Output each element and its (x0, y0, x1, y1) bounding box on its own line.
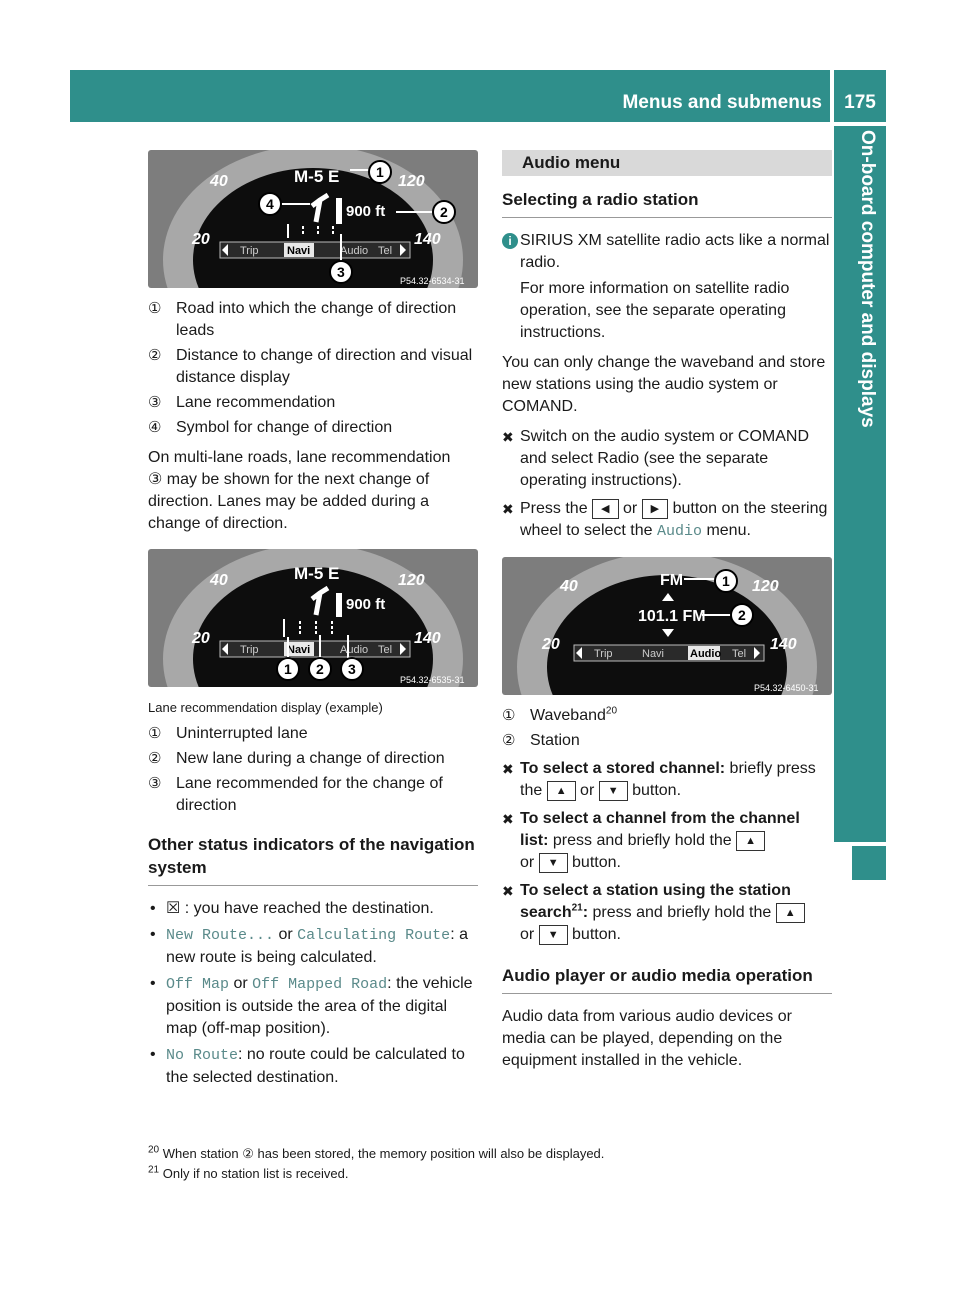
list-item: • ☒ : you have reached the destination. (148, 898, 478, 920)
item-number: ③ (148, 394, 162, 411)
speed-label: 120 (398, 173, 425, 190)
figure-navi-display (148, 150, 478, 288)
right-column (502, 150, 832, 1080)
audio-player-heading: Audio player or audio media operation (502, 964, 832, 994)
speed-label: 20 (192, 231, 210, 248)
list-item: • New Route... or Calculating Route: a new route is being calculated. (148, 924, 478, 969)
destination-flag-icon: ☒ (166, 900, 181, 917)
list-audio-legend (502, 705, 832, 752)
figure-audio-display (502, 557, 832, 695)
list-item: ② Station (502, 732, 580, 749)
lane-display-illustration (148, 549, 478, 687)
step-item: ✖ To select a channel from the channel list: press and briefly hold the ▲ or ▼ button. (502, 810, 800, 871)
svg-text:140: 140 (770, 636, 797, 653)
side-tab-label: On-board computer and displays (857, 130, 878, 428)
section-title: Menus and submenus (622, 92, 822, 113)
item-number: ① (148, 300, 162, 317)
step-item: ✖ To select a station using the station search$^{21}$: press and briefly hold the ▲ or ▼ button. (502, 880, 832, 946)
step-arrow-icon: ✖ (502, 501, 514, 517)
svg-text:40: 40 (560, 578, 578, 595)
svg-text:Trip: Trip (594, 648, 613, 660)
list-item (148, 417, 478, 439)
svg-text:20: 20 (542, 636, 560, 653)
svg-text:40: 40 (210, 572, 228, 589)
item-text: Distance to change of direction and visual distance display (176, 347, 473, 386)
svg-text:Navi: Navi (642, 648, 665, 660)
page-number: 175 (834, 70, 886, 122)
waveband-label: FM (660, 572, 684, 589)
speed-label: 40 (210, 173, 228, 190)
figure-tag: P54.32-6534-31 (400, 276, 465, 286)
left-column (148, 150, 478, 1093)
audio-display-illustration (502, 557, 832, 695)
svg-text:Audio: Audio (690, 648, 722, 660)
status-heading: Other status indicators of the navigation system (148, 833, 478, 886)
road-name: M-5 E (294, 564, 340, 583)
callout-1: 1 (722, 573, 730, 589)
paragraph-waveband: You can only change the waveband and store new stations using the audio system or COMAND. (502, 354, 826, 415)
info-icon: i (502, 233, 518, 249)
list-item (148, 345, 478, 389)
step-item: ✖ Press the ◀ or ▶ button on the steering wheel to select the Audio menu. (502, 500, 828, 540)
svg-text:Tel: Tel (378, 644, 393, 656)
footnote-21: $^{21}$ Only if no station list is received. (148, 1164, 349, 1181)
item-text: Road into which the change of direction leads (176, 300, 457, 339)
svg-text:Trip: Trip (240, 644, 259, 656)
list-item: • Off Map or Off Mapped Road: the vehicle position is outside the area of the digital map (off-map position). (148, 973, 478, 1040)
steps-radio (502, 426, 832, 543)
step-arrow-icon: ✖ (502, 883, 514, 899)
side-square (852, 846, 886, 880)
list-item (148, 392, 478, 414)
figure-lane-display (148, 549, 478, 687)
svg-text:20: 20 (192, 630, 210, 647)
callout-2: 2 (316, 661, 324, 677)
item-number: ② (148, 347, 162, 364)
list-item: ③ Lane recommended for the change of direction (148, 775, 443, 814)
audio-menu-heading: Audio menu (502, 150, 832, 176)
up-key-icon: ▲ (736, 831, 765, 851)
callout-4: 4 (266, 196, 274, 212)
down-key-icon: ▼ (539, 853, 568, 873)
item-number: ④ (148, 419, 162, 436)
up-key-icon: ▲ (776, 903, 805, 923)
list-item: ② New lane during a change of direction (148, 750, 445, 767)
callout-2: 2 (738, 607, 746, 623)
down-key-icon: ▼ (539, 925, 568, 945)
info-note: i SIRIUS XM satellite radio acts like a normal radio. For more information on satellite radio operation, see the separate operating instructions. (502, 230, 832, 344)
distance-label: 900 ft (346, 203, 386, 220)
callout-1: 1 (376, 164, 384, 180)
list-item: • No Route: no route could be calculated to the selected destination. (148, 1044, 478, 1089)
station-label: 101.1 FM (638, 608, 706, 625)
down-key-icon: ▼ (599, 781, 628, 801)
figure-tag: P54.32-6450-31 (754, 683, 819, 693)
svg-text:Audio: Audio (340, 644, 369, 656)
footnotes (148, 1144, 848, 1184)
callout-3: 3 (348, 661, 356, 677)
svg-text:120: 120 (752, 578, 779, 595)
svg-text:140: 140 (414, 630, 441, 647)
callout-1: 1 (284, 661, 292, 677)
up-key-icon: ▲ (547, 781, 576, 801)
menu-audio: Audio (340, 245, 369, 257)
distance-label: 900 ft (346, 596, 386, 613)
callout-2: 2 (440, 204, 448, 220)
right-key-icon: ▶ (642, 499, 668, 519)
list-navi-legend (148, 298, 478, 439)
item-text: Symbol for change of direction (176, 419, 393, 436)
list-item: ① Waveband$^{20}$ (502, 705, 618, 724)
radio-heading: Selecting a radio station (502, 188, 832, 218)
step-item: ✖ Switch on the audio system or COMAND and select Radio (see the separate operating instructions). (502, 428, 809, 489)
road-name: M-5 E (294, 167, 340, 186)
figure-caption: Lane recommendation display (example) (148, 700, 383, 715)
left-key-icon: ◀ (592, 499, 618, 519)
menu-trip: Trip (240, 245, 259, 257)
list-item (148, 298, 478, 342)
svg-text:120: 120 (398, 572, 425, 589)
navi-display-illustration (148, 150, 478, 288)
step-arrow-icon: ✖ (502, 429, 514, 445)
step-item: ✖ To select a stored channel: briefly press the ▲ or ▼ button. (502, 760, 816, 799)
paragraph-audio-data: Audio data from various audio devices or media can be played, depending on the equipment installed in the vehicle. (502, 1008, 792, 1069)
footnote-20: $^{20}$ When station ② has been stored, the memory position will also be displayed. (148, 1144, 605, 1161)
status-list (148, 898, 478, 1089)
speed-label: 140 (414, 231, 441, 248)
svg-text:Navi: Navi (287, 644, 311, 656)
paragraph-lane: On multi-lane roads, lane recommendation ③ may be shown for the next change of direction. Lanes may be added during a change of direction. (148, 449, 451, 532)
menu-tel: Tel (378, 245, 393, 257)
step-arrow-icon: ✖ (502, 761, 514, 777)
steps-channel (502, 758, 832, 946)
svg-text:Tel: Tel (732, 648, 747, 660)
list-lane-legend (148, 723, 478, 817)
menu-navi: Navi (287, 245, 311, 257)
step-arrow-icon: ✖ (502, 811, 514, 827)
item-text: Lane recommendation (176, 394, 336, 411)
figure-tag: P54.32-6535-31 (400, 675, 465, 685)
callout-3: 3 (337, 264, 345, 280)
list-item: ① Uninterrupted lane (148, 725, 308, 742)
